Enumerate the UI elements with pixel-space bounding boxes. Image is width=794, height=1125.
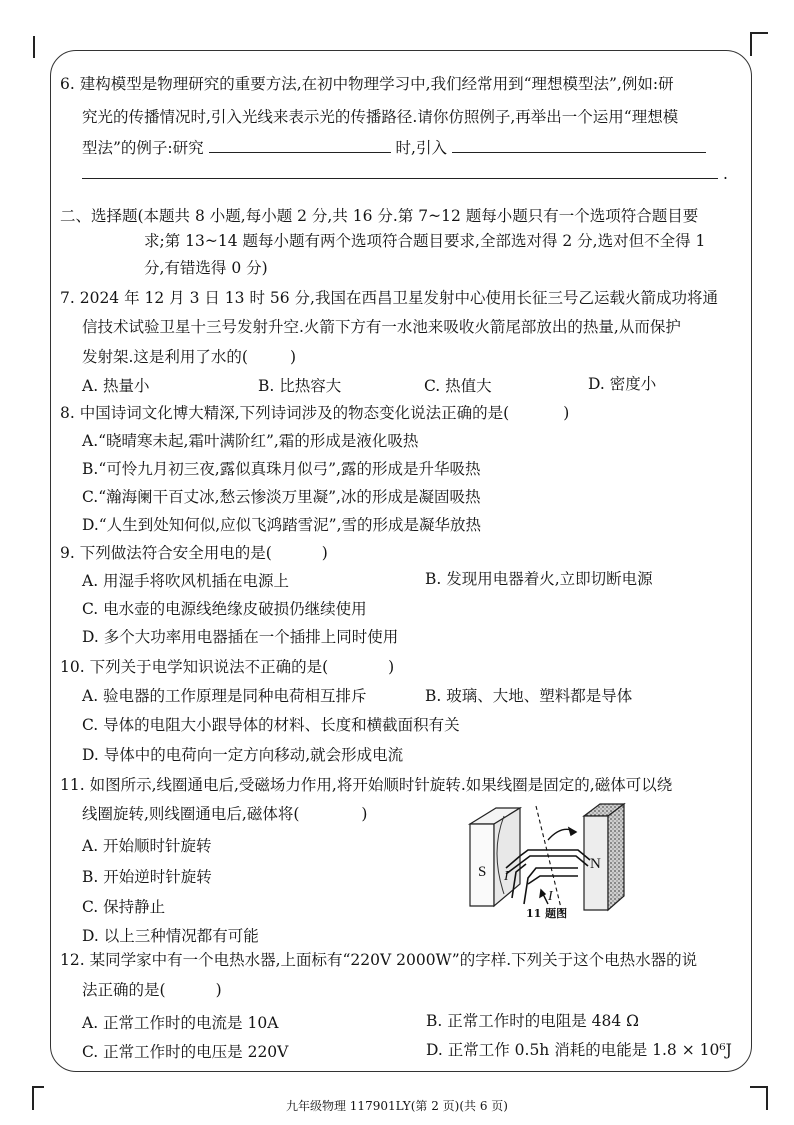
q11-paren-close: ) [361, 805, 368, 823]
q8-paren-close: ) [563, 404, 570, 422]
q10-stem-text: 10. 下列关于电学知识说法不正确的是( [60, 658, 329, 676]
section2-line1: 二、选择题(本题共 8 小题,每小题 2 分,共 16 分.第 7~12 题每小题只有一个选项符合题目要 [60, 207, 699, 225]
q11-figure-caption: 11 题图 [526, 907, 568, 920]
q10-option-b[interactable]: B. 玻璃、大地、塑料都是导体 [425, 687, 633, 705]
q6-line4-end: . [722, 165, 728, 183]
crop-mark-top-left [33, 36, 41, 58]
q6-line4 [82, 164, 728, 183]
q12-option-d[interactable]: D. 正常工作 0.5h 消耗的电能是 1.8 × 10⁶J [426, 1041, 732, 1059]
q6-answer-blank-3[interactable] [82, 164, 718, 179]
q10-option-a[interactable]: A. 验电器的工作原理是同种电荷相互排斥 [82, 687, 367, 705]
q10-stem [60, 655, 394, 677]
q6-answer-blank-1[interactable] [209, 138, 391, 153]
q11-line1: 11. 如图所示,线圈通电后,受磁场力作用,将开始顺时针旋转.如果线圈是固定的,磁体可以绕 [60, 776, 673, 794]
q11-option-a[interactable]: A. 开始顺时针旋转 [82, 837, 212, 855]
q8-option-a[interactable]: A.“晓晴寒未起,霜叶满阶红”,霜的形成是液化吸热 [82, 432, 419, 450]
q10-paren-close: ) [388, 658, 395, 676]
q6-line1: 6. 建构模型是物理研究的重要方法,在初中物理学习中,我们经常用到“理想模型法”,例如:研 [60, 75, 674, 93]
q6-line3-b: 时,引入 [395, 139, 447, 157]
current-label-1: I [504, 869, 509, 884]
q12-option-a[interactable]: A. 正常工作时的电流是 10A [82, 1014, 279, 1032]
q9-paren-close: ) [321, 544, 328, 562]
q10-option-d[interactable]: D. 导体中的电荷向一定方向移动,就会形成电流 [82, 746, 404, 764]
q9-option-d[interactable]: D. 多个大功率用电器插在一个插排上同时使用 [82, 628, 399, 646]
q7-option-d[interactable]: D. 密度小 [588, 375, 657, 393]
crop-mark-top-right [750, 32, 768, 56]
q9-option-c[interactable]: C. 电水壶的电源线绝缘皮破损仍继续使用 [82, 600, 367, 618]
q6-line3 [82, 136, 706, 158]
q7-paren-close: ) [289, 348, 297, 366]
q8-stem-text: 8. 中国诗词文化博大精深,下列诗词涉及的物态变化说法正确的是( [60, 404, 510, 422]
q12-option-b[interactable]: B. 正常工作时的电阻是 484 Ω [426, 1012, 640, 1030]
q9-option-b[interactable]: B. 发现用电器着火,立即切断电源 [425, 570, 653, 588]
page-footer: 九年级物理 117901LY(第 2 页)(共 6 页) [285, 1099, 508, 1113]
q7-stem: 发射架.这是利用了水的( [82, 348, 248, 366]
pole-n-label: N [590, 856, 601, 872]
current-arrows [540, 828, 576, 904]
q8-option-b[interactable]: B.“可怜九月初三夜,露似真珠月似弓”,露的形成是升华吸热 [82, 460, 481, 478]
q11-option-c[interactable]: C. 保持静止 [82, 898, 166, 916]
q7-option-a[interactable]: A. 热量小 [82, 377, 150, 395]
q8-stem [60, 401, 569, 423]
q11-line2 [82, 802, 367, 824]
q12-option-c[interactable]: C. 正常工作时的电压是 220V [82, 1043, 289, 1061]
q12-line1: 12. 某同学家中有一个电热水器,上面标有“220V 2000W”的字样.下列关于这个电热水器的说 [60, 951, 698, 969]
q8-option-d[interactable]: D.“人生到处知何似,应似飞鸿踏雪泥”,雪的形成是凝华放热 [82, 516, 482, 534]
q6-line2: 究光的传播情况时,引入光线来表示光的传播路径.请你仿照例子,再举出一个运用“理想模 [82, 108, 679, 126]
q12-line2 [82, 978, 222, 1000]
section2-line3: 分,有错选得 0 分) [144, 259, 268, 277]
q7-line1: 7. 2024 年 12 月 3 日 13 时 56 分,我国在西昌卫星发射中心使用长征三号乙运载火箭成功将通 [60, 289, 718, 307]
q11-stem-text: 线圈旋转,则线圈通电后,磁体将( [82, 805, 300, 823]
q12-paren-close: ) [215, 981, 222, 999]
q6-answer-blank-2[interactable] [452, 138, 706, 153]
q7-line2: 信技术试验卫星十三号发射升空.火箭下方有一水池来吸收火箭尾部放出的热量,从而保护 [82, 318, 681, 336]
q6-line3-a: 型法”的例子:研究 [82, 139, 204, 157]
q9-stem-text: 9. 下列做法符合安全用电的是( [60, 544, 272, 562]
q8-option-c[interactable]: C.“瀚海阑干百丈冰,愁云惨淡万里凝”,冰的形成是凝固吸热 [82, 488, 481, 506]
q11-option-b[interactable]: B. 开始逆时针旋转 [82, 868, 212, 886]
section2-line2: 求;第 13~14 题每小题有两个选项符合题目要求,全部选对得 2 分,选对但不全得 1 [144, 232, 706, 250]
q7-option-c[interactable]: C. 热值大 [424, 377, 492, 395]
q11-option-d[interactable]: D. 以上三种情况都有可能 [82, 927, 259, 945]
q11-magnet-coil-figure [466, 802, 626, 922]
q12-stem-text: 法正确的是( [82, 981, 166, 999]
q9-option-a[interactable]: A. 用湿手将吹风机插在电源上 [82, 572, 290, 590]
pole-s-label: S [478, 864, 487, 880]
q9-stem [60, 541, 328, 563]
current-label-2: I [548, 889, 553, 904]
q7-line3 [82, 345, 296, 367]
q7-option-b[interactable]: B. 比热容大 [258, 377, 342, 395]
q10-option-c[interactable]: C. 导体的电阻大小跟导体的材料、长度和横截面积有关 [82, 716, 460, 734]
